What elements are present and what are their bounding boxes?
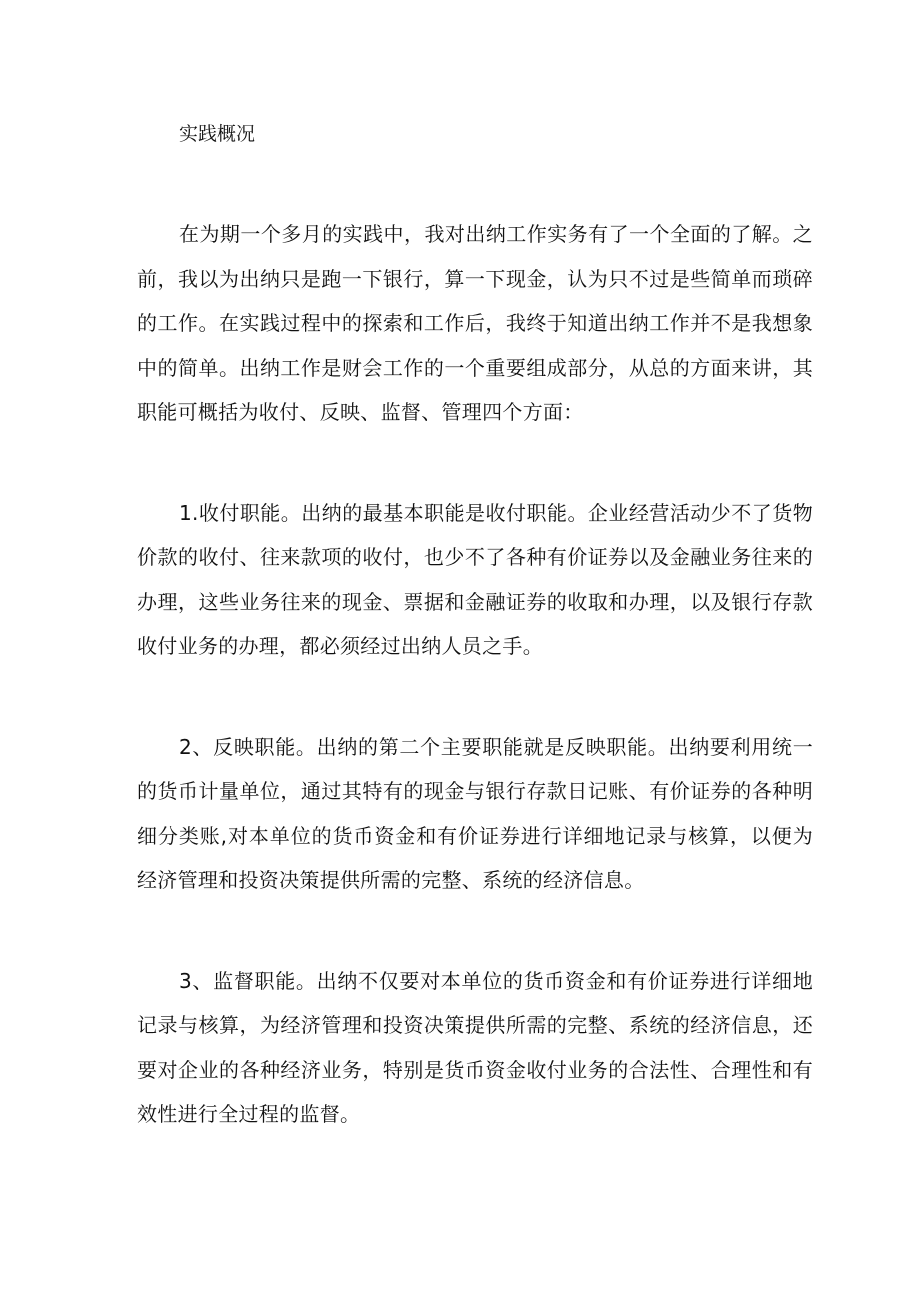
paragraph-reflection-function: 2、反映职能。出纳的第二个主要职能就是反映职能。出纳要利用统一的货币计量单位，通过其特有的现金与银行存款日记账、有价证券的各种明细分类账,对本单位的货币资金和有价证券进行详细地记录与核算，以便为经济管理和投资决策提供所需的完整、系统的经济信息。 [137,734,813,892]
spacer [137,903,813,959]
paragraph-receipt-payment-function: 1.收付职能。出纳的最基本职能是收付职能。企业经营活动少不了货物价款的收付、往来款项的收付，也少不了各种有价证券以及金融业务往来的办理，这些业务往来的现金、票据和金融证券的收取和办理，以及银行存款收付业务的办理，都必须经过出纳人员之手。 [137,500,813,658]
spacer [137,156,813,212]
paragraph-supervision-function: 3、监督职能。出纳不仅要对本单位的货币资金和有价证券进行详细地记录与核算，为经济管理和投资决策提供所需的完整、系统的经济信息，还要对企业的各种经济业务，特别是货币资金收付业务的合法性、合理性和有效性进行全过程的监督。 [137,968,813,1126]
document-heading: 实践概况 [179,123,256,145]
spacer [137,435,813,491]
spacer [137,669,813,725]
document-page [137,112,813,1137]
paragraph-overview: 在为期一个多月的实践中，我对出纳工作实务有了一个全面的了解。之前，我以为出纳只是跑一下银行，算一下现金，认为只不过是些简单而琐碎的工作。在实践过程中的探索和工作后，我终于知道出纳工作并不是我想象中的简单。出纳工作是财会工作的一个重要组成部分，从总的方面来讲，其职能可概括为收付、反映、监督、管理四个方面： [137,222,813,424]
